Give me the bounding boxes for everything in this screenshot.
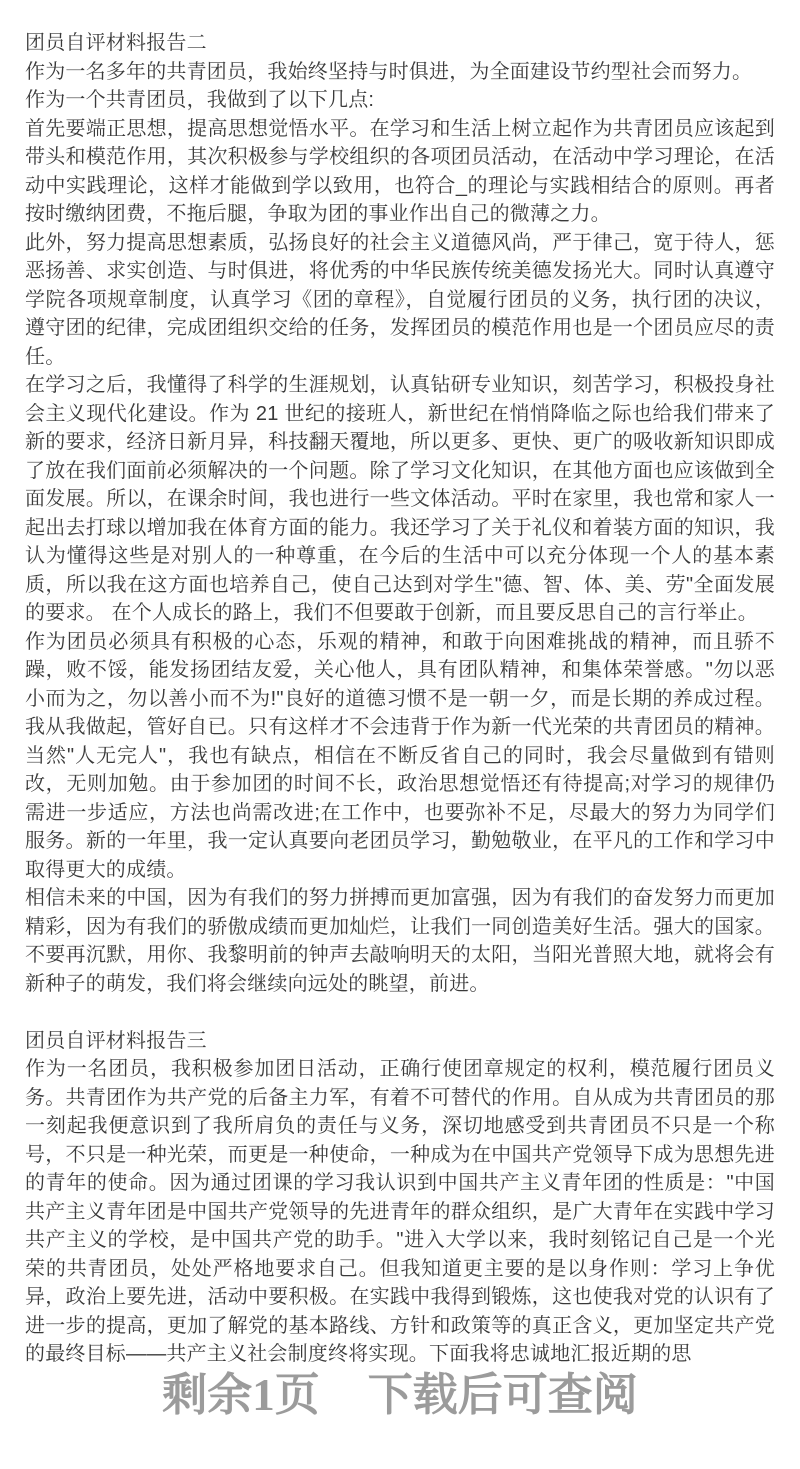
download-hint-label: 下载后可查阅 xyxy=(367,1370,638,1420)
paragraph: 相信未来的中国，因为有我们的努力拼搏而更加富强，因为有我们的奋发努力而更加精彩，因为有我们的骄傲成绩而更加灿烂，让我们一同创造美好生活。强大的国家。不要再沉默，用你、我黎明前的钟声去敲响明天的太阳，当阳光普照大地，就将会有新种子的萌发，我们将会继续向远处的眺望，前进。 xyxy=(25,887,775,995)
remaining-pages-notice xyxy=(0,1358,800,1423)
report-section-2 xyxy=(25,29,775,998)
report-section-3 xyxy=(25,1027,775,1369)
remaining-pages-label: 剩余1页 xyxy=(162,1370,320,1420)
section-heading: 团员自评材料报告三 xyxy=(25,1029,207,1052)
paragraph: 在学习之后，我懂得了科学的生涯规划，认真钻研专业知识，刻苦学习，积极投身社会主义现代化建设。作为 21 世纪的接班人，新世纪在悄悄降临之际也给我们带来了新的要求，经济日新月异，科技翻天覆地，所以更多、更快、更广的吸收新知识即成了放在我们面前必须解决的一个问题。除了学习文化知识，在其他方面也应该做到全面发展。所以，在课余时间，我也进行一些文体活动。平时在家里，我也常和家人一起出去打球以增加我在体育方面的能力。我还学习了关于礼仪和着装方面的知识，我认为懂得这些是对别人的一种尊重，在今后的生活中可以充分体现一个人的基本素质，所以我在这方面也培养自己，使自己达到对学生"德、智、体、美、劳"全面发展的要求。 在个人成长的路上，我们不但要敢于创新，而且要反思自己的言行举止。 xyxy=(25,374,775,624)
paragraph: 作为一名团员，我积极参加团日活动，正确行使团章规定的权利，模范履行团员义务。共青团作为共产党的后备主力军，有着不可替代的作用。自从成为共青团员的那一刻起我便意识到了我所肩负的责任与义务，深切地感受到共青团员不只是一个称号，不只是一种光荣，而更是一种使命，一种成为在中国共产党领导下成为思想先进的青年的使命。因为通过团课的学习我认识到中国共产主义青年团的性质是："中国共产主义青年团是中国共产党领导的先进青年的群众组织，是广大青年在实践中学习共产主义的学校，是中国共产党的助手。"进入大学以来，我时刻铭记自己是一个光荣的共青团员，处处严格地要求自己。但我知道更主要的是以身作则：学习上争优异，政治上要先进，活动中要积极。在实践中我得到锻炼，这也使我对党的认识有了进一步的提高，更加了解党的基本路线、方针和政策等的真正含义，更加坚定共产党的最终目标——共产主义社会制度终将实现。下面我将忠诚地汇报近期的思 xyxy=(25,1058,775,1365)
paragraph: 作为团员必须具有积极的心态，乐观的精神，和敢于向困难挑战的精神，而且骄不躁，败不馁，能发扬团结友爱，关心他人，具有团队精神，和集体荣誉感。"勿以恶小而为之，勿以善小而不为!"良好的道德习惯不是一朝一夕，而是长期的养成过程。我从我做起，管好自已。只有这样才不会违背于作为新一代光荣的共青团员的精神。 当然"人无完人"，我也有缺点，相信在不断反省自己的同时，我会尽量做到有错则改，无则加勉。由于参加团的时间不长，政治思想觉悟还有待提高;对学习的规律仍需进一步适应，方法也尚需改进;在工作中，也要弥补不足，尽最大的努力为同学们服务。新的一年里，我一定认真要向老团员学习，勤勉敬业，在平凡的工作和学习中取得更大的成绩。 xyxy=(25,630,775,881)
paragraph: 首先要端正思想，提高思想觉悟水平。在学习和生活上树立起作为共青团员应该起到带头和模范作用，其次积极参与学校组织的各项团员活动，在活动中学习理论，在活动中实践理论，这样才能做到学以致用，也符合_的理论与实践相结合的原则。再者按时缴纳团费，不拖后腿，争取为团的事业作出自己的微薄之力。 xyxy=(25,117,775,225)
section-heading: 团员自评材料报告二 xyxy=(25,32,207,54)
paragraph: 作为一名多年的共青团员，我始终坚持与时俱进，为全面建设节约型社会而努力。 xyxy=(25,60,753,83)
paragraph: 此外，努力提高思想素质，弘扬良好的社会主义道德风尚，严于律己，宽于待人，惩恶扬善、求实创造、与时俱进，将优秀的中华民族传统美德发扬光大。同时认真遵守学院各项规章制度，认真学习《团的章程》，自觉履行团员的义务，执行团的决议，遵守团的纪律，完成团组织交给的任务，发挥团员的模范作用也是一个团员应尽的责任。 xyxy=(25,231,775,368)
document-body xyxy=(25,29,775,1369)
paragraph: 作为一个共青团员，我做到了以下几点: xyxy=(25,89,375,111)
